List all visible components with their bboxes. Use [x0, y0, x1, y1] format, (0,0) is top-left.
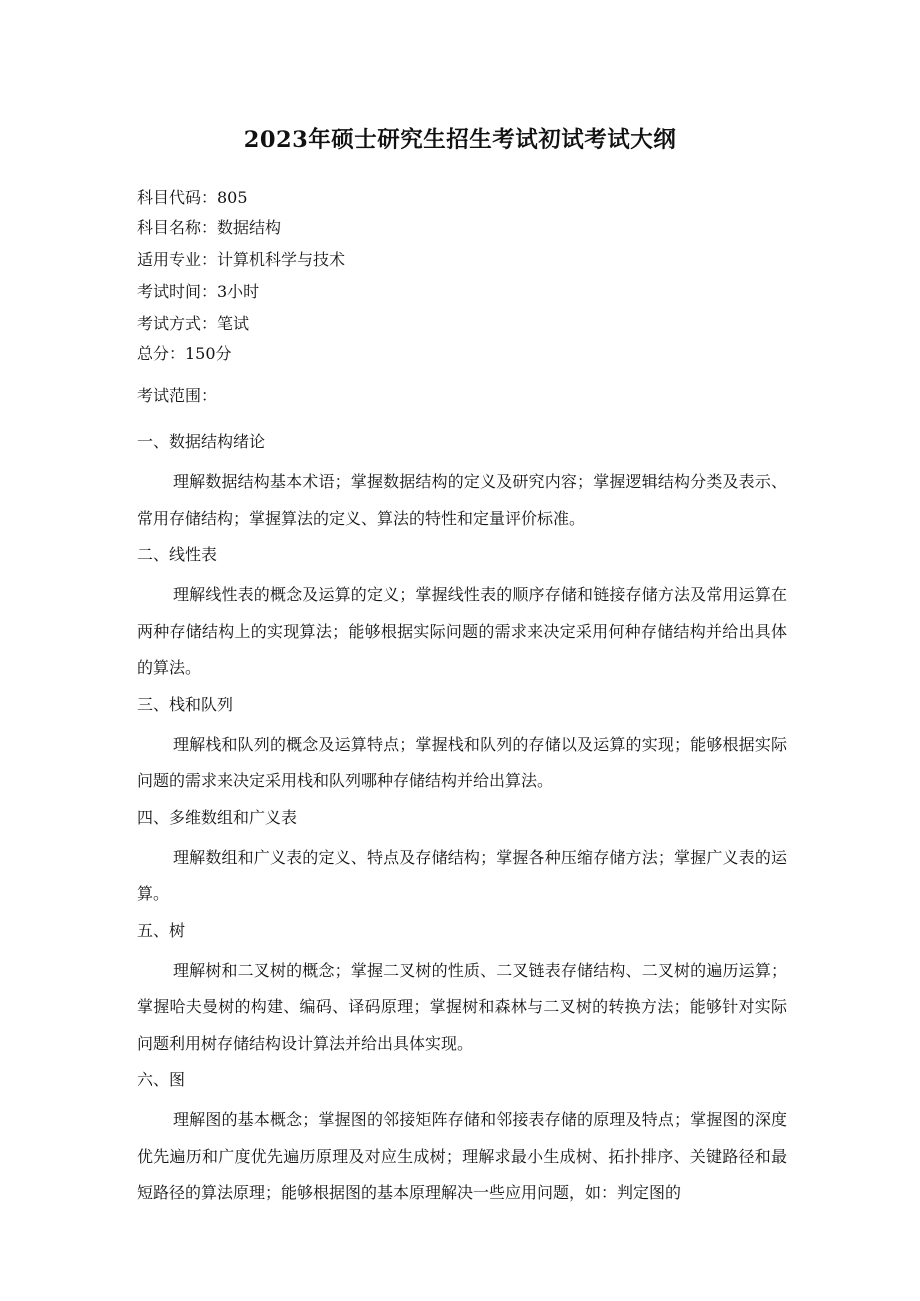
section-body: 理解图的基本概念；掌握图的邻接矩阵存储和邻接表存储的原理及特点；掌握图的深度优先遍历和广度优先遍历原理及对应生成树；理解求最小生成树、拓扑排序、关键路径和最短路径的算法原理；能够根据图的基本原理解决一些应用问题，如：判定图的 [137, 1110, 787, 1202]
section-heading: 二、线性表 [137, 545, 218, 564]
section-intro [137, 428, 787, 541]
section-heading: 六、图 [137, 1070, 186, 1089]
section-linear-list [137, 541, 787, 691]
section-heading: 三、栈和队列 [137, 694, 234, 714]
section-body: 理解线性表的概念及运算的定义；掌握线性表的顺序存储和链接存储方法及常用运算在两种存储结构上的实现算法；能够根据实际问题的需求来决定采用何种存储结构并给出具体的算法。 [137, 585, 787, 677]
section-arrays [137, 804, 787, 917]
subject-code: 科目代码：805 [137, 188, 248, 207]
section-body: 理解数据结构基本术语；掌握数据结构的定义及研究内容；掌握逻辑结构分类及表示、常用存储结构；掌握算法的定义、算法的特性和定量评价标准。 [137, 472, 787, 528]
section-body: 理解树和二叉树的概念；掌握二叉树的性质、二叉链表存储结构、二叉树的遍历运算；掌握哈夫曼树的构建、编码、译码原理；掌握树和森林与二叉树的转换方法；能够针对实际问题利用树存储结构设计算法并给出具体实现。 [137, 960, 787, 1053]
section-body: 理解数组和广义表的定义、特点及存储结构；掌握各种压缩存储方法；掌握广义表的运算。 [137, 847, 787, 903]
applicable-major: 适用专业：计算机科学与技术 [137, 250, 346, 269]
section-stack-queue [137, 691, 787, 804]
syllabus-sections [137, 428, 787, 1216]
exam-duration: 考试时间：3小时 [137, 282, 260, 301]
section-heading: 五、树 [137, 920, 186, 940]
section-body: 理解栈和队列的概念及运算特点；掌握栈和队列的存储以及运算的实现；能够根据实际问题的需求来决定采用栈和队列哪种存储结构并给出算法。 [137, 734, 787, 790]
exam-scope-label: 考试范围： [137, 386, 218, 405]
subject-name: 科目名称：数据结构 [137, 218, 282, 237]
total-score: 总分：150分 [137, 344, 232, 363]
document-title: 2023年硕士研究生招生考试初试考试大纲 [243, 127, 677, 153]
section-tree [137, 917, 787, 1067]
section-heading: 四、多维数组和广义表 [137, 807, 298, 827]
section-graph [137, 1066, 787, 1216]
section-heading: 一、数据结构绪论 [137, 432, 266, 451]
exam-info [137, 186, 797, 374]
exam-format: 考试方式：笔试 [137, 314, 250, 333]
